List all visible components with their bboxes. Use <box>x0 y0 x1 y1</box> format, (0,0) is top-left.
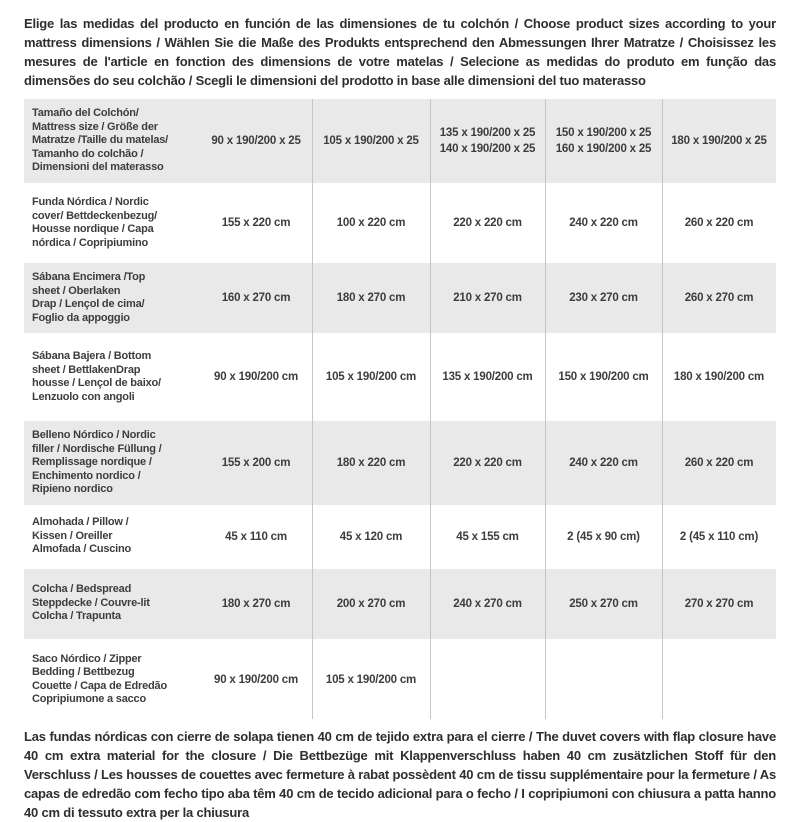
size-value-line: 100 x 220 cm <box>336 217 406 229</box>
product-label-line: nórdica / Copripiumino <box>32 236 148 249</box>
product-label-cell <box>24 335 200 419</box>
product-label-line: Funda Nórdica / Nordic <box>32 196 149 208</box>
size-value-line: 90 x 190/200 cm <box>214 673 298 686</box>
size-value-cell <box>545 641 662 719</box>
size-value-cell <box>312 335 430 419</box>
size-value-cell <box>662 99 776 183</box>
product-label-line: Drap / Lençol de cima/ <box>32 298 145 310</box>
size-value-line: 90 x 190/200 cm <box>214 371 298 383</box>
product-label-line: Couette / Capa de Edredão <box>32 679 167 692</box>
size-value-line: 180 x 220 cm <box>336 456 406 469</box>
product-label-line: Tamanho do colchão / <box>32 147 144 160</box>
size-value-line: 240 x 270 cm <box>453 597 522 610</box>
product-label-cell <box>24 507 200 567</box>
size-value-line: 2 (45 x 90 cm) <box>567 530 640 543</box>
size-value-cell <box>430 569 545 639</box>
table-row <box>24 335 776 419</box>
product-label-cell <box>24 641 200 719</box>
product-label-line: Sábana Bajera / Bottom <box>32 350 152 362</box>
size-value-line: 200 x 270 cm <box>336 597 406 610</box>
product-label-line: Sábana Encimera /Top <box>32 271 146 283</box>
size-value-line: 150 x 190/200 cm <box>558 371 649 383</box>
size-value-cell <box>200 99 312 183</box>
table-row <box>24 421 776 505</box>
product-label-line: Dimensioni del materasso <box>32 161 164 174</box>
table-row <box>24 569 776 639</box>
size-value-line: 155 x 220 cm <box>221 217 291 229</box>
size-value-line: 220 x 220 cm <box>453 217 522 229</box>
product-label-line: Steppdecke / Couvre-lit <box>32 596 150 609</box>
product-label-line: Bedding / Bettbezug <box>32 666 135 678</box>
column-divider <box>312 99 313 719</box>
duvet-flap-footnote-text: Las fundas nórdicas con cierre de solapa tienen 40 cm de tejido extra para el cierre / The duvet covers with flap closure have 40 cm extra material for the closure / Die Bettbezüge mit Klappenverschluss haben 40 cm zusätzlichen Stoff für den Verschluss / Les housses de couettes avec fermeture à rabat possèdent 40 cm de tissu supplémentaire pour la fermeture / As capas de edredão com fecho tipo aba têm 40 cm de tecido adicional para o fecho / I copripiumoni con chiusura a patta hanno 40 cm di tessuto extra per la chiusura <box>24 728 776 820</box>
size-value-cell <box>662 569 776 639</box>
product-label-cell <box>24 99 200 183</box>
size-guide-intro-text: Elige las medidas del producto en función de las dimensiones de tu colchón / Choose product sizes according to your mattress dimensions / Wählen Sie die Maße des Produkts entsprechend den Abmessungen Ihrer Matratze / Choisissez les mesures de l'article en fonction des dimensions de votre matelas / Selecione as medidas do produto em função das dimensões do seu colchão / Scegli le dimensioni del prodotto in base alle dimensioni del tuo materasso <box>24 16 776 88</box>
size-value-line: 180 x 190/200 x 25 <box>671 135 767 147</box>
size-value-line: 180 x 190/200 cm <box>673 371 765 383</box>
size-value-line: 135 x 190/200 x 25 <box>439 127 536 139</box>
table-row <box>24 185 776 261</box>
size-value-cell <box>430 335 545 419</box>
table-row <box>24 263 776 333</box>
size-value-line: 270 x 270 cm <box>684 597 754 610</box>
column-divider <box>430 99 431 719</box>
size-value-cell <box>312 263 430 333</box>
size-value-line: 45 x 110 cm <box>225 530 287 543</box>
size-value-cell <box>312 185 430 261</box>
product-label-line: Mattress size / Größe der <box>32 120 158 133</box>
size-value-cell <box>662 263 776 333</box>
table-row <box>24 507 776 567</box>
size-value-cell <box>200 507 312 567</box>
product-label-cell <box>24 185 200 261</box>
product-label-cell <box>24 421 200 505</box>
product-label-line: Copripiumone a sacco <box>32 693 146 705</box>
product-label-line: sheet / Oberlaken <box>32 284 121 297</box>
size-value-cell <box>312 641 430 719</box>
size-value-line: 260 x 270 cm <box>684 292 754 304</box>
size-value-cell <box>662 185 776 261</box>
size-value-line: 250 x 270 cm <box>569 597 638 610</box>
size-value-line: 135 x 190/200 cm <box>442 371 533 383</box>
size-value-line: 2 (45 x 110 cm) <box>679 530 759 543</box>
size-value-line: 240 x 220 cm <box>569 217 638 229</box>
product-label-line: Matratze /Taille du matelas/ <box>32 134 169 147</box>
size-value-line: 90 x 190/200 x 25 <box>211 135 301 147</box>
product-label-line: Colcha / Trapunta <box>32 610 121 623</box>
table-row <box>24 641 776 719</box>
size-value-cell <box>545 263 662 333</box>
size-value-cell <box>430 185 545 261</box>
product-label-line: Almohada / Pillow / <box>32 516 129 529</box>
size-value-cell <box>430 507 545 567</box>
size-value-line: 260 x 220 cm <box>684 217 754 229</box>
product-label-line: Enchimento nordico / <box>32 469 141 482</box>
size-value-cell <box>430 99 545 183</box>
size-value-line: 180 x 270 cm <box>336 292 406 304</box>
size-value-line: 220 x 220 cm <box>453 456 522 469</box>
size-value-line: 105 x 190/200 x 25 <box>323 135 419 147</box>
column-divider <box>662 99 663 719</box>
size-value-cell <box>200 569 312 639</box>
size-value-cell <box>545 99 662 183</box>
size-value-cell <box>312 421 430 505</box>
product-label-line: sheet / BettlakenDrap <box>32 363 141 376</box>
size-value-line: 180 x 270 cm <box>221 597 291 610</box>
product-label-line: housse / Lençol de baixo/ <box>32 377 161 389</box>
size-value-line: 160 x 190/200 x 25 <box>555 143 652 155</box>
size-value-line: 140 x 190/200 x 25 <box>439 143 536 155</box>
size-value-cell <box>430 641 545 719</box>
product-label-cell <box>24 263 200 333</box>
size-value-cell <box>662 421 776 505</box>
size-value-cell <box>545 421 662 505</box>
size-value-line: 105 x 190/200 cm <box>325 371 417 383</box>
table-row <box>24 99 776 183</box>
size-value-cell <box>662 641 776 719</box>
product-label-line: Housse nordique / Capa <box>32 223 154 235</box>
size-value-line: 210 x 270 cm <box>453 292 522 304</box>
product-label-line: Saco Nórdico / Zipper <box>32 652 142 665</box>
column-divider <box>545 99 546 719</box>
size-value-line: 105 x 190/200 cm <box>325 673 417 686</box>
product-label-line: Almofada / Cuscino <box>32 543 132 556</box>
size-table-rows <box>24 99 776 719</box>
size-value-cell <box>200 263 312 333</box>
size-value-cell <box>662 335 776 419</box>
size-value-line: 160 x 270 cm <box>221 292 291 304</box>
product-label-line: Colcha / Bedspread <box>32 583 132 596</box>
product-label-line: Remplissage nordique / <box>32 456 152 468</box>
size-value-line: 260 x 220 cm <box>684 456 754 469</box>
product-label-line: Tamaño del Colchón/ <box>32 107 139 120</box>
product-label-line: Ripieno nordico <box>32 483 113 495</box>
size-value-cell <box>200 641 312 719</box>
size-value-cell <box>200 421 312 505</box>
size-value-line: 155 x 200 cm <box>221 456 291 469</box>
product-label-line: filler / Nordische Füllung / <box>32 442 162 455</box>
size-value-cell <box>545 185 662 261</box>
product-label-line: Belleno Nórdico / Nordic <box>32 429 156 441</box>
product-label-line: Lenzuolo con angoli <box>32 390 135 403</box>
size-table <box>24 99 776 719</box>
size-value-line: 150 x 190/200 x 25 <box>555 127 652 139</box>
size-value-cell <box>545 569 662 639</box>
size-value-cell <box>200 185 312 261</box>
size-value-cell <box>312 507 430 567</box>
product-label-line: Kissen / Oreiller <box>32 529 113 542</box>
size-value-cell <box>312 569 430 639</box>
size-value-line: 240 x 220 cm <box>569 456 638 469</box>
size-value-line: 230 x 270 cm <box>569 292 638 304</box>
size-value-cell <box>662 507 776 567</box>
size-value-cell <box>430 421 545 505</box>
product-label-line: Foglio da appoggio <box>32 311 130 324</box>
size-value-line: 45 x 120 cm <box>339 530 403 543</box>
size-value-cell <box>545 335 662 419</box>
size-value-cell <box>312 99 430 183</box>
size-value-cell <box>545 507 662 567</box>
product-label-cell <box>24 569 200 639</box>
size-value-cell <box>200 335 312 419</box>
size-value-cell <box>430 263 545 333</box>
size-value-line: 45 x 155 cm <box>456 530 519 543</box>
product-label-line: cover/ Bettdeckenbezug/ <box>32 209 157 222</box>
